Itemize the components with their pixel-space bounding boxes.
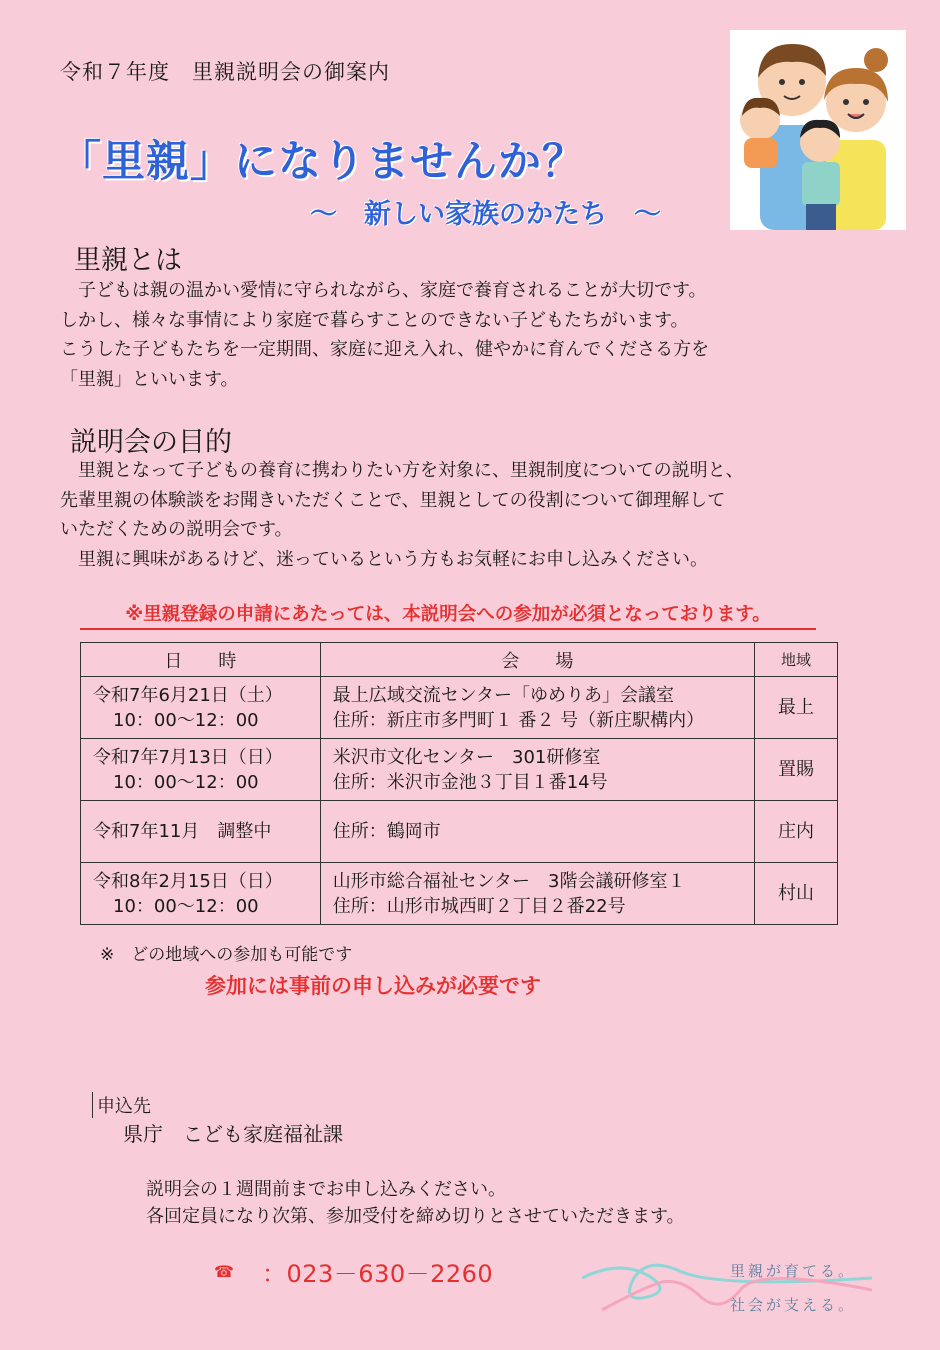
phone-icon: ☎ (214, 1262, 234, 1281)
header-venue: 会 場 (320, 643, 754, 677)
section2-body (60, 456, 860, 574)
row-region: 庄内 (755, 801, 838, 863)
section1-line: 子どもは親の温かい愛情に守られながら、家庭で養育されることが大切です。 (60, 280, 707, 301)
required-notice: ※里親登録の申請にあたっては、本説明会への参加が必須となっております。 (80, 600, 816, 630)
row-region: 最上 (755, 677, 838, 739)
table-header-row (81, 643, 838, 677)
row-date: 令和7年7月13日（日） (93, 746, 283, 768)
slogan-line-1: 里親が育てる。 (730, 1262, 857, 1280)
row-venue-cell (320, 801, 754, 863)
header-date: 日 時 (81, 643, 321, 677)
row-region: 置賜 (755, 739, 838, 801)
row-date-cell (81, 863, 321, 925)
section2-line: 里親となって子どもの養育に携わりたい方を対象に、里親制度についての説明と、 (60, 460, 744, 481)
slogan-line-2: 社会が支える。 (730, 1296, 857, 1314)
schedule-table (80, 642, 838, 925)
table-row (81, 739, 838, 801)
section1-line: 「里親」といいます。 (60, 368, 239, 390)
row-region: 村山 (755, 863, 838, 925)
instruction-line: 各回定員になり次第、参加受付を締め切りとさせていただきます。 (146, 1206, 685, 1227)
row-address: 住所：新庄市多門町１ 番２ 号（新庄駅構内） (332, 709, 705, 731)
any-region-note: ※ どの地域への参加も可能です (100, 945, 353, 965)
row-date: 令和7年6月21日（土） (93, 684, 283, 706)
row-address: 住所：米沢市金池３丁目１番14号 (332, 771, 608, 793)
section2-line: 里親に興味があるけど、迷っているという方もお気軽にお申し込みください。 (60, 548, 708, 570)
row-date-cell (81, 677, 321, 739)
row-time: 10：00～12：00 (113, 895, 259, 917)
sub-title: ～ 新しい家族のかたち ～ (310, 199, 661, 230)
row-time: 10：00～12：00 (113, 771, 259, 793)
row-venue: 最上広域交流センター「ゆめりあ」会議室 (332, 684, 674, 706)
phone-number[interactable]: ：023－630－2260 (262, 1260, 494, 1288)
main-title: 「里親」になりませんか？ (58, 137, 586, 187)
row-date-cell (81, 801, 321, 863)
apply-instructions (146, 1176, 685, 1230)
header-region: 地域 (755, 643, 838, 677)
family-illustration (730, 30, 906, 230)
row-date-cell (81, 739, 321, 801)
registration-required-note: 参加には事前の申し込みが必要です (205, 974, 541, 998)
row-address: 住所：山形市城西町２丁目２番22号 (332, 895, 626, 917)
header-line: 令和７年度 里親説明会の御案内 (60, 60, 390, 84)
section1-line: こうした子どもたちを一定期間、家庭に迎え入れ、健やかに育んでくださる方を (60, 339, 710, 360)
row-venue-cell (320, 677, 754, 739)
row-venue: 住所：鶴岡市 (332, 821, 441, 842)
section1-body (60, 276, 860, 394)
section2-line: いただくための説明会です。 (60, 519, 293, 540)
row-date: 令和8年2月15日（日） (93, 870, 283, 892)
row-venue: 米沢市文化センター 301研修室 (332, 746, 601, 768)
table-row (81, 677, 838, 739)
family-icon (730, 30, 906, 230)
table-row (81, 863, 838, 925)
table-row (81, 801, 838, 863)
row-venue-cell (320, 739, 754, 801)
section2-line: 先輩里親の体験談をお聞きいただくことで、里親としての役割について御理解して (60, 489, 726, 511)
apply-label: 申込先 (92, 1092, 151, 1118)
section-heading-purpose: 説明会の目的 (70, 427, 232, 458)
apply-department: 県庁 こども家庭福祉課 (123, 1122, 343, 1146)
row-venue: 山形市総合福祉センター 3階会議研修室１ (332, 870, 686, 892)
row-time: 10：00～12：00 (113, 709, 259, 731)
section1-line: しかし、様々な事情により家庭で暮らすことのできない子どもたちがいます。 (60, 309, 689, 331)
section-heading-satooya: 里親とは (74, 245, 182, 276)
row-date: 令和7年11月 調整中 (93, 821, 272, 842)
row-venue-cell (320, 863, 754, 925)
instruction-line: 説明会の１週間前までお申し込みください。 (146, 1179, 506, 1200)
